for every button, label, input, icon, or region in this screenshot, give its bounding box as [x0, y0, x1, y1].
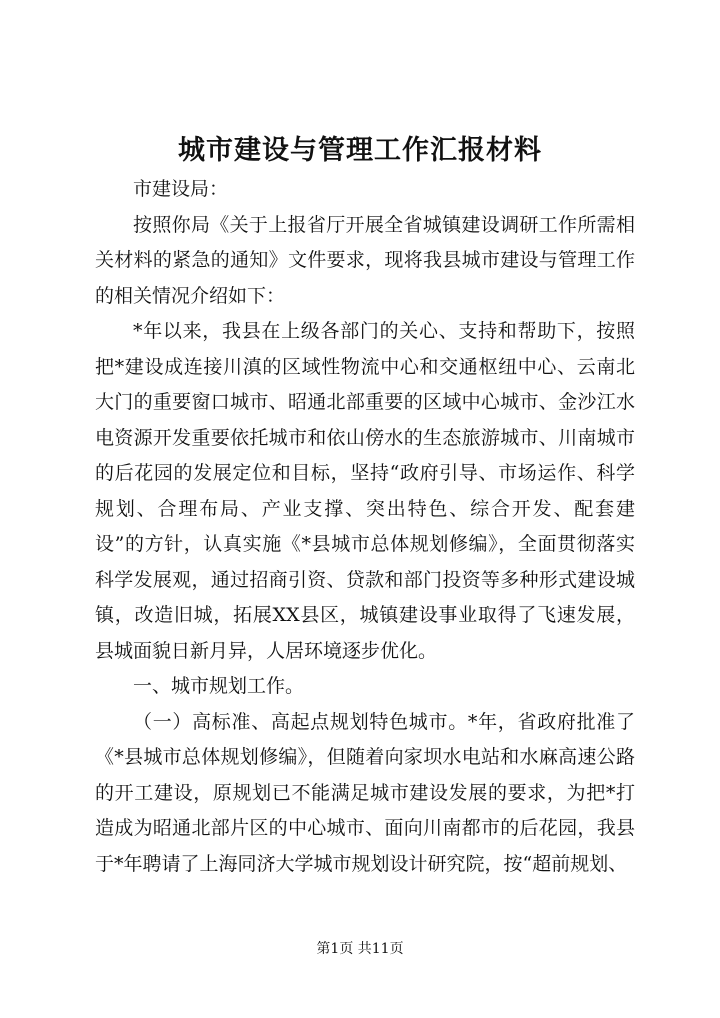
- document-title: 城市建设与管理工作汇报材料: [178, 135, 542, 166]
- paragraph-planning: （一）高标准、高起点规划特色城市。*年，省政府批准了《*县城市总体规划修编》，但随着向家坝水电站和水麻高速公路的开工建设，原规划已不能满足城市建设发展的要求，为把*打造成为昭通北部片区的中心城市、面向川南都市的后花园，我县于*年聘请了上海同济大学城市规划设计研究院，按“超前规划、: [95, 710, 635, 875]
- section-heading: 一、城市规划工作。: [133, 675, 305, 697]
- salutation: 市建设局：: [133, 178, 229, 200]
- page-footer: 第1页 共11页: [316, 941, 404, 957]
- document-body: [95, 172, 635, 882]
- paragraph-intro: 按照你局《关于上报省厅开展全省城镇建设调研工作所需相关材料的紧急的通知》文件要求，现将我县城市建设与管理工作的相关情况介绍如下：: [95, 213, 635, 307]
- paragraph-overview: *年以来，我县在上级各部门的关心、支持和帮助下，按照把*建设成连接川滇的区域性物流中心和交通枢纽中心、云南北大门的重要窗口城市、昭通北部重要的区域中心城市、金沙江水电资源开发重要依托城市和依山傍水的生态旅游城市、川南城市的后花园的发展定位和目标，坚持“政府引导、市场运作、科学规划、合理布局、产业支撑、突出特色、综合开发、配套建设”的方针，认真实施《*县城市总体规划修编》，全面贯彻落实科学发展观，通过招商引资、贷款和部门投资等多种形式建设城镇，改造旧城，拓展XX县区，城镇建设事业取得了飞速发展，县城面貌日新月异，人居环境逐步优化。: [95, 320, 635, 662]
